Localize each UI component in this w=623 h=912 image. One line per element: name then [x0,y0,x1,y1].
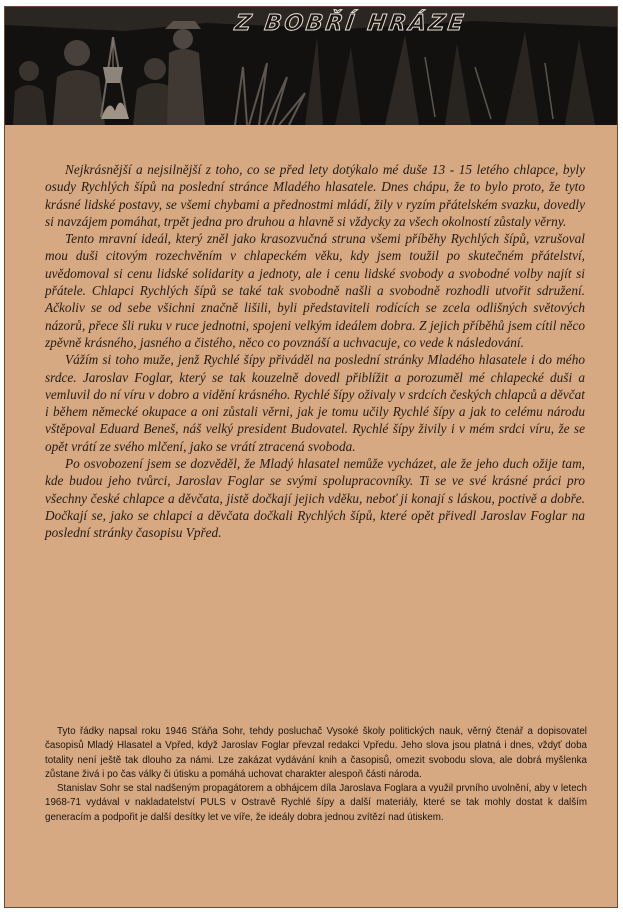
header-banner [5,7,617,125]
article-paragraph: Vážím si toho muže, jenž Rychlé šípy přiváděl na poslední stránky Mladého hlasatele i do mého srdce. Jaroslav Foglar, který se tak kouzelně dovedl přiblížit a porozuměl mé chlapecké duši a vemluvil do ní víru v dobro a vidění krásného. Rychlé šípy oživaly v srdcích českých chlapců a děvčat i během německé okupace a oni zůstali věrni, jak je tomu učily Rychlé šípy a jak to celému národu vštěpoval Eduard Beneš, náš velký president Budovatel. Rychlé šípy živily i v mém srdci víru, že se opět vrátí ze svého mlčení, jako se vrátí ztracená svoboda. [45,352,585,454]
note-paragraph: Tyto řádky napsal roku 1946 Sťáňa Sohr, tehdy posluchač Vysoké školy politických nauk, věrný čtenář a dopisovatel časopisů Mladý Hlasatel a Vpřed, když Jaroslav Foglar převzal redakci Vpředu. Jeho slova jsou platná i dnes, vždyť doba totality není ještě tak dlouho za námi. Lze zakázat vydávání knih a časopisů, omezit svobodu slova, ale dobrá myšlenka zůstane živá i po čas války či útisku a pomáhá uchovat charakter alespoň části národa. [45,726,587,780]
article-paragraph: Tento mravní ideál, který zněl jako krasozvučná struna všemi příběhy Rychlých šípů, vzrušoval mou duši citovým rozechvěním v chlapeckém věku, kdy jsem toužil po skutečném přátelství, uvědomoval si cenu lidské solidarity a jednoty, ale i cenu lidské svobody a svobodné volby najít si přátele. Chlapci Rychlých šípů se také tak svobodně našli a svobodně rozhodli utvořit sdružení. Ačkoliv se od sebe všichni značně lišili, byli představiteli rodících se zcela odlišných světových názorů, přece šli ruku v ruce jednotni, spojeni velkým ideálem dobra. Z jejich příběhů jsem cítil něco zpěvně krásného, jasného a čistého, něco co povznáší a uchvacuje, co vede k následování. [45,231,585,350]
header-title: Z BOBŘÍ HRÁZE [233,11,468,36]
note-paragraph: Stanislav Sohr se stal nadšeným propagátorem a obhájcem díla Jaroslava Foglara a využil prvního uvolnění, aby v letech 1968-71 vydával v nakladatelství PULS v Ostravě Rychlé šípy a další materiály, které se tak mohly dostat k dalším generacím a podpořit je další desítky let ve víře, že ideály dobra jednou zvítězí nad útiskem. [45,783,587,823]
article-paragraph: Nejkrásnější a nejsilnější z toho, co se před lety dotýkalo mé duše 13 - 15 letého chlapce, byly osudy Rychlých šípů na poslední stránce Mladého hlasatele. Dnes chápu, že to bylo proto, že tyto krásné lidské postavy, se všemi chybami a přednostmi mládí, žily v ryzím přátelském svazku, dovedly si navzájem pomáhat, trpět jedna pro druhou a hlavně si vždycky za všech okolností zůstaly věrny. [45,162,585,229]
article-body [45,161,585,542]
magazine-page [4,6,618,908]
article-paragraph: Po osvobození jsem se dozvěděl, že Mladý hlasatel nemůže vycházet, ale že jeho duch ožije tam, kde budou jeho tvůrci, Jaroslav Foglar se svými spolupracovníky. Ti se ve své krásné práci pro všechny české chlapce a děvčata, jistě dočkají jejich vděku, neboť ji konají s láskou, poctivě a dobře. Dočkají se, jako se chlapci a děvčata dočkali Rychlých šípů, které opět přivedl Jaroslav Foglar na poslední stránky časopisu Vpřed. [45,456,585,541]
editorial-note [45,725,587,825]
